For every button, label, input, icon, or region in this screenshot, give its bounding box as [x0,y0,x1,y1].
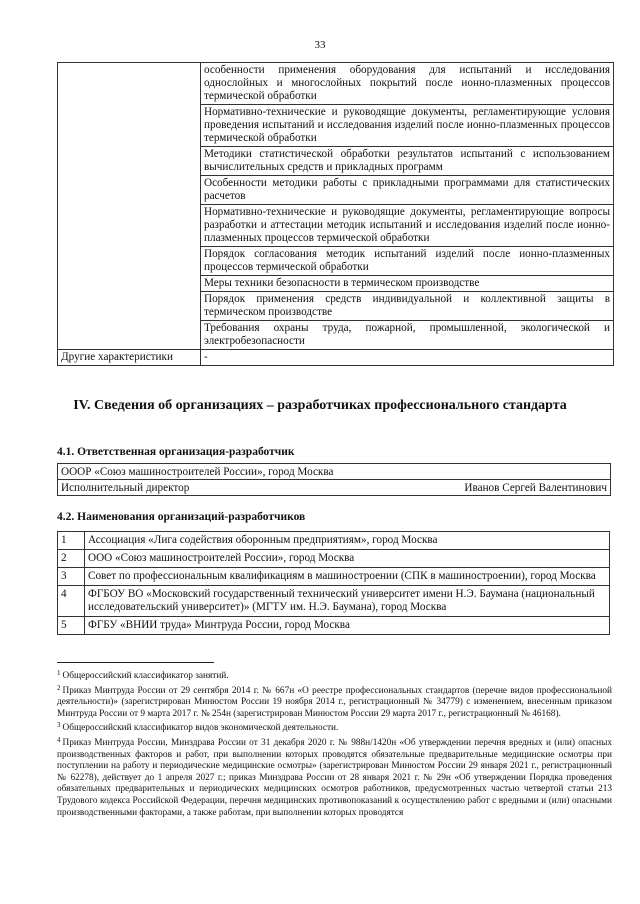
footnote-mark: 4 [57,735,61,744]
developer-name: ООО «Союз машиностроителей России», город Москва [85,550,610,568]
empty-label-cell [58,63,201,350]
responsible-person-row [58,480,611,496]
section-title: IV. Сведения об организациях – разработчиках профессионального стандарта [73,398,567,413]
other-characteristics-label: Другие характеристики [58,350,201,366]
footnote-separator [57,662,214,663]
footnote-text: Общероссийский классификатор видов экономической деятельности. [62,723,339,734]
responsible-person: Иванов Сергей Валентинович [320,480,610,496]
knowledge-item: Порядок согласования методик испытаний изделий после ионно-плазменных процессов термической обработки [201,247,614,276]
footnote-mark: 1 [57,669,61,677]
developer-row [58,586,610,617]
developer-name: ФГБУ «ВНИИ труда» Минтруда России, город Москва [85,617,610,635]
developer-name: Совет по профессиональным квалификациям в машиностроении (СПК в машиностроении), город Москва [85,568,610,586]
responsible-org-row [58,464,611,480]
developer-name: ФГБОУ ВО «Московский государственный технический университет имени Н.Э. Баумана (национальный исследовательский университет)» (МГТУ им. Н.Э. Баумана), город Москва [85,586,610,617]
developer-number: 4 [58,586,85,617]
knowledge-continuation-table [57,62,614,366]
knowledge-item: Особенности методики работы с прикладными программами для статистических расчетов [201,176,614,205]
table-row [58,63,614,105]
footnote-text: Общероссийский классификатор занятий. [62,671,229,681]
developer-number: 5 [58,617,85,635]
developer-row [58,532,610,550]
knowledge-table-body [58,63,614,366]
knowledge-item: Нормативно-технические и руководящие документы, регламентирующие вопросы разработки и аттестации методик испытаний и исследования изделий после ионно-плазменных процессов термической обработки [201,205,614,247]
knowledge-item: Нормативно-технические и руководящие документы, регламентирующие условия проведения испытаний и исследования изделий после ионно-плазменных процессов термической обработки [201,105,614,147]
footnote [57,668,612,683]
footnote-text: Приказ Минтруда России от 29 сентября 2014 г. № 667н «О реестре профессиональных стандартов (перечне видов профессиональной деятельности)» (зарегистрирован Минюстом России 19 ноября 2014 г., регистрационный № 34779) с изменением, внесенным приказом Минтруда России от 9 марта 2017 г. № 254н (зарегистрирован Минюстом России 29 марта 2017 г., регистрационный № 46168). [57,685,612,719]
knowledge-item: Методики статистической обработки результатов испытаний с использованием вычислительных средств и прикладных программ [201,147,614,176]
footnote [57,683,612,721]
other-characteristics-value: - [201,350,614,366]
developer-name: Ассоциация «Лига содействия оборонным предприятиям», город Москва [85,532,610,550]
responsible-org-table [57,463,611,496]
developers-heading: 4.2. Наименования организаций-разработчиков [57,511,306,523]
developers-table [57,531,610,635]
page-number: 33 [314,39,326,51]
developer-number: 2 [58,550,85,568]
developer-row [58,568,610,586]
developer-number: 1 [58,532,85,550]
knowledge-item: Требования охраны труда, пожарной, промышленной, экологической и электробезопасности [201,321,614,350]
responsible-position: Исполнительный директор [58,480,321,496]
responsible-org-heading: 4.1. Ответственная организация-разработчик [57,446,295,458]
footnote-text: Приказ Минтруда России, Минздрава России от 31 декабря 2020 г. № 988н/1420н «Об утверждении перечня вредных и (или) опасных производственных факторов и работ, при выполнении которых проводятся обязательные предварительные медицинские осмотры при поступлении на работу и периодические медицинские осмотры» (зарегистрирован Минюстом России 29 января 2021 г., регистрационный № 62278), действует до 1 апреля 2027 г.; приказ Минздрава России от 28 января 2021 г. № 29н «Об утверждении Порядка проведения обязательных предварительных и периодических медицинских осмотров работников, предусмотренных частью четвертой статьи 213 Трудового кодекса Российской Федерации, перечня медицинских противопоказаний к осуществлению работ с вредными и (или) опасными производственными факторами, а также работам, при выполнении которых проводятся [57,737,612,818]
footnote [57,735,612,819]
developer-number: 3 [58,568,85,586]
knowledge-item: Меры техники безопасности в термическом производстве [201,276,614,292]
responsible-org-name: ОООР «Союз машиностроителей России», город Москва [58,464,611,480]
footnotes [57,668,612,819]
developer-row [58,617,610,635]
footnote [57,720,612,735]
knowledge-item: особенности применения оборудования для испытаний и исследования однослойных и многослойных покрытий после ионно-плазменных процессов термической обработки [201,63,614,105]
developer-row [58,550,610,568]
other-characteristics-row [58,350,614,366]
footnote-mark: 3 [57,721,61,730]
footnote-mark: 2 [57,683,61,692]
knowledge-item: Порядок применения средств индивидуальной и коллективной защиты в термическом производстве [201,292,614,321]
developers-table-body [58,532,610,635]
